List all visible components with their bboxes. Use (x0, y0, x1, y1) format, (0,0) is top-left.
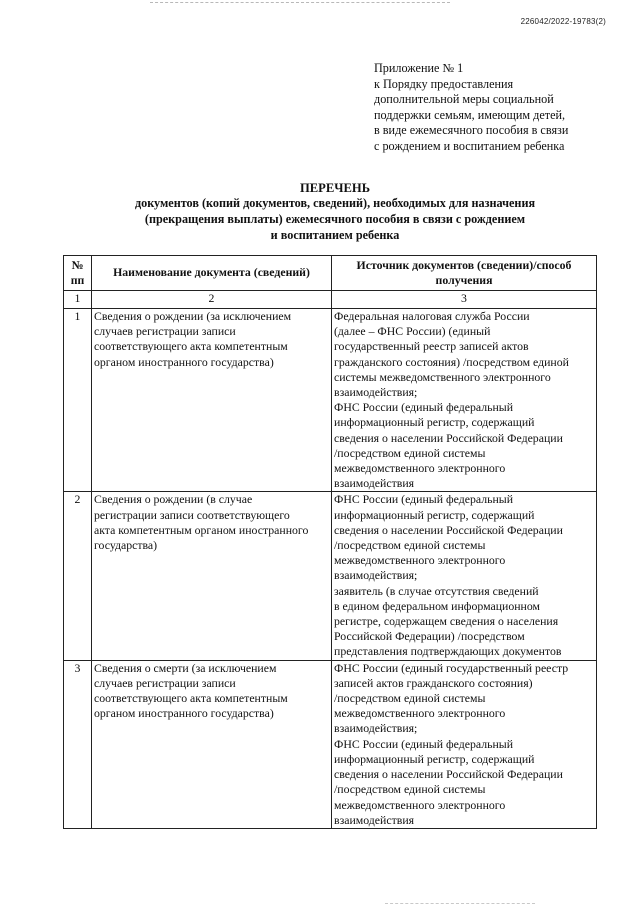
source-cell: ФНС России (единый федеральный информационный регистр, содержащий сведения о населении Российской Федерации /посредством единой системы межведомственного электронного взаимодействия; заявитель (в случае отсутствия сведений в едином федеральном информационном регистре, содержащем сведения о населения Российской Федерации) /посредством представления подтверждающих документов (332, 492, 597, 660)
documents-table (63, 255, 597, 829)
header-document-name: Наименование документа (сведений) (92, 256, 332, 291)
column-number-row (64, 291, 597, 309)
appendix-line: Приложение № 1 (374, 61, 464, 75)
document-name-cell: Сведения о рождении (в случае регистрации записи соответствующего акта компетентным органом иностранного государства) (92, 492, 332, 660)
table-row (64, 492, 597, 660)
appendix-line: к Порядку предоставления (374, 76, 514, 91)
column-number: 1 (64, 291, 92, 309)
appendix-block (374, 61, 624, 155)
column-number: 2 (92, 291, 332, 309)
column-number: 3 (332, 291, 597, 309)
table-row (64, 660, 597, 828)
bottom-scan-line (385, 903, 535, 904)
source-cell: Федеральная налоговая служба России (далее – ФНС России) (единый государственный реестр записей актов гражданского состояния) /посредством единой системы межведомственного электронного взаимодействия; ФНС России (единый федеральный информационный регистр, содержащий сведения о населении Российской Федерации /посредством единой системы межведомственного электронного взаимодействия (332, 309, 597, 492)
subtitle-line: и воспитанием ребенка (270, 228, 400, 242)
document-name-cell: Сведения о рождении (за исключением случаев регистрации записи соответствующего акта компетентным органом иностранного государства) (92, 309, 332, 492)
document-subtitle (0, 195, 640, 243)
document-number: 226042/2022-19783(2) (520, 17, 606, 26)
document-title: ПЕРЕЧЕНЬ (299, 181, 371, 195)
appendix-line: в виде ежемесячного пособия в связи (374, 123, 569, 138)
appendix-line: с рождением и воспитанием ребенка (374, 138, 565, 153)
row-number: 2 (64, 492, 92, 660)
source-cell: ФНС России (единый государственный реестр записей актов гражданского состояния) /посредством единой системы межведомственного электронного взаимодействия; ФНС России (единый федеральный информационный регистр, содержащий сведения о населении Российской Федерации /посредством единой системы межведомственного электронного взаимодействия (332, 660, 597, 828)
subtitle-line: документов (копий документов, сведений), необходимых для назначения (134, 196, 536, 210)
top-scan-line (150, 2, 450, 3)
row-number: 1 (64, 309, 92, 492)
table-row (64, 309, 597, 492)
subtitle-line: (прекращения выплаты) ежемесячного пособия в связи с рождением (144, 212, 526, 226)
header-number: № пп (64, 256, 92, 291)
appendix-line: дополнительной меры социальной (374, 92, 554, 107)
table-header-row (64, 256, 597, 291)
header-source: Источник документов (сведении)/способ получения (332, 256, 597, 291)
appendix-line: поддержки семьям, имеющим детей, (374, 107, 566, 122)
row-number: 3 (64, 660, 92, 828)
document-name-cell: Сведения о смерти (за исключением случаев регистрации записи соответствующего акта компетентным органом иностранного государства) (92, 660, 332, 828)
